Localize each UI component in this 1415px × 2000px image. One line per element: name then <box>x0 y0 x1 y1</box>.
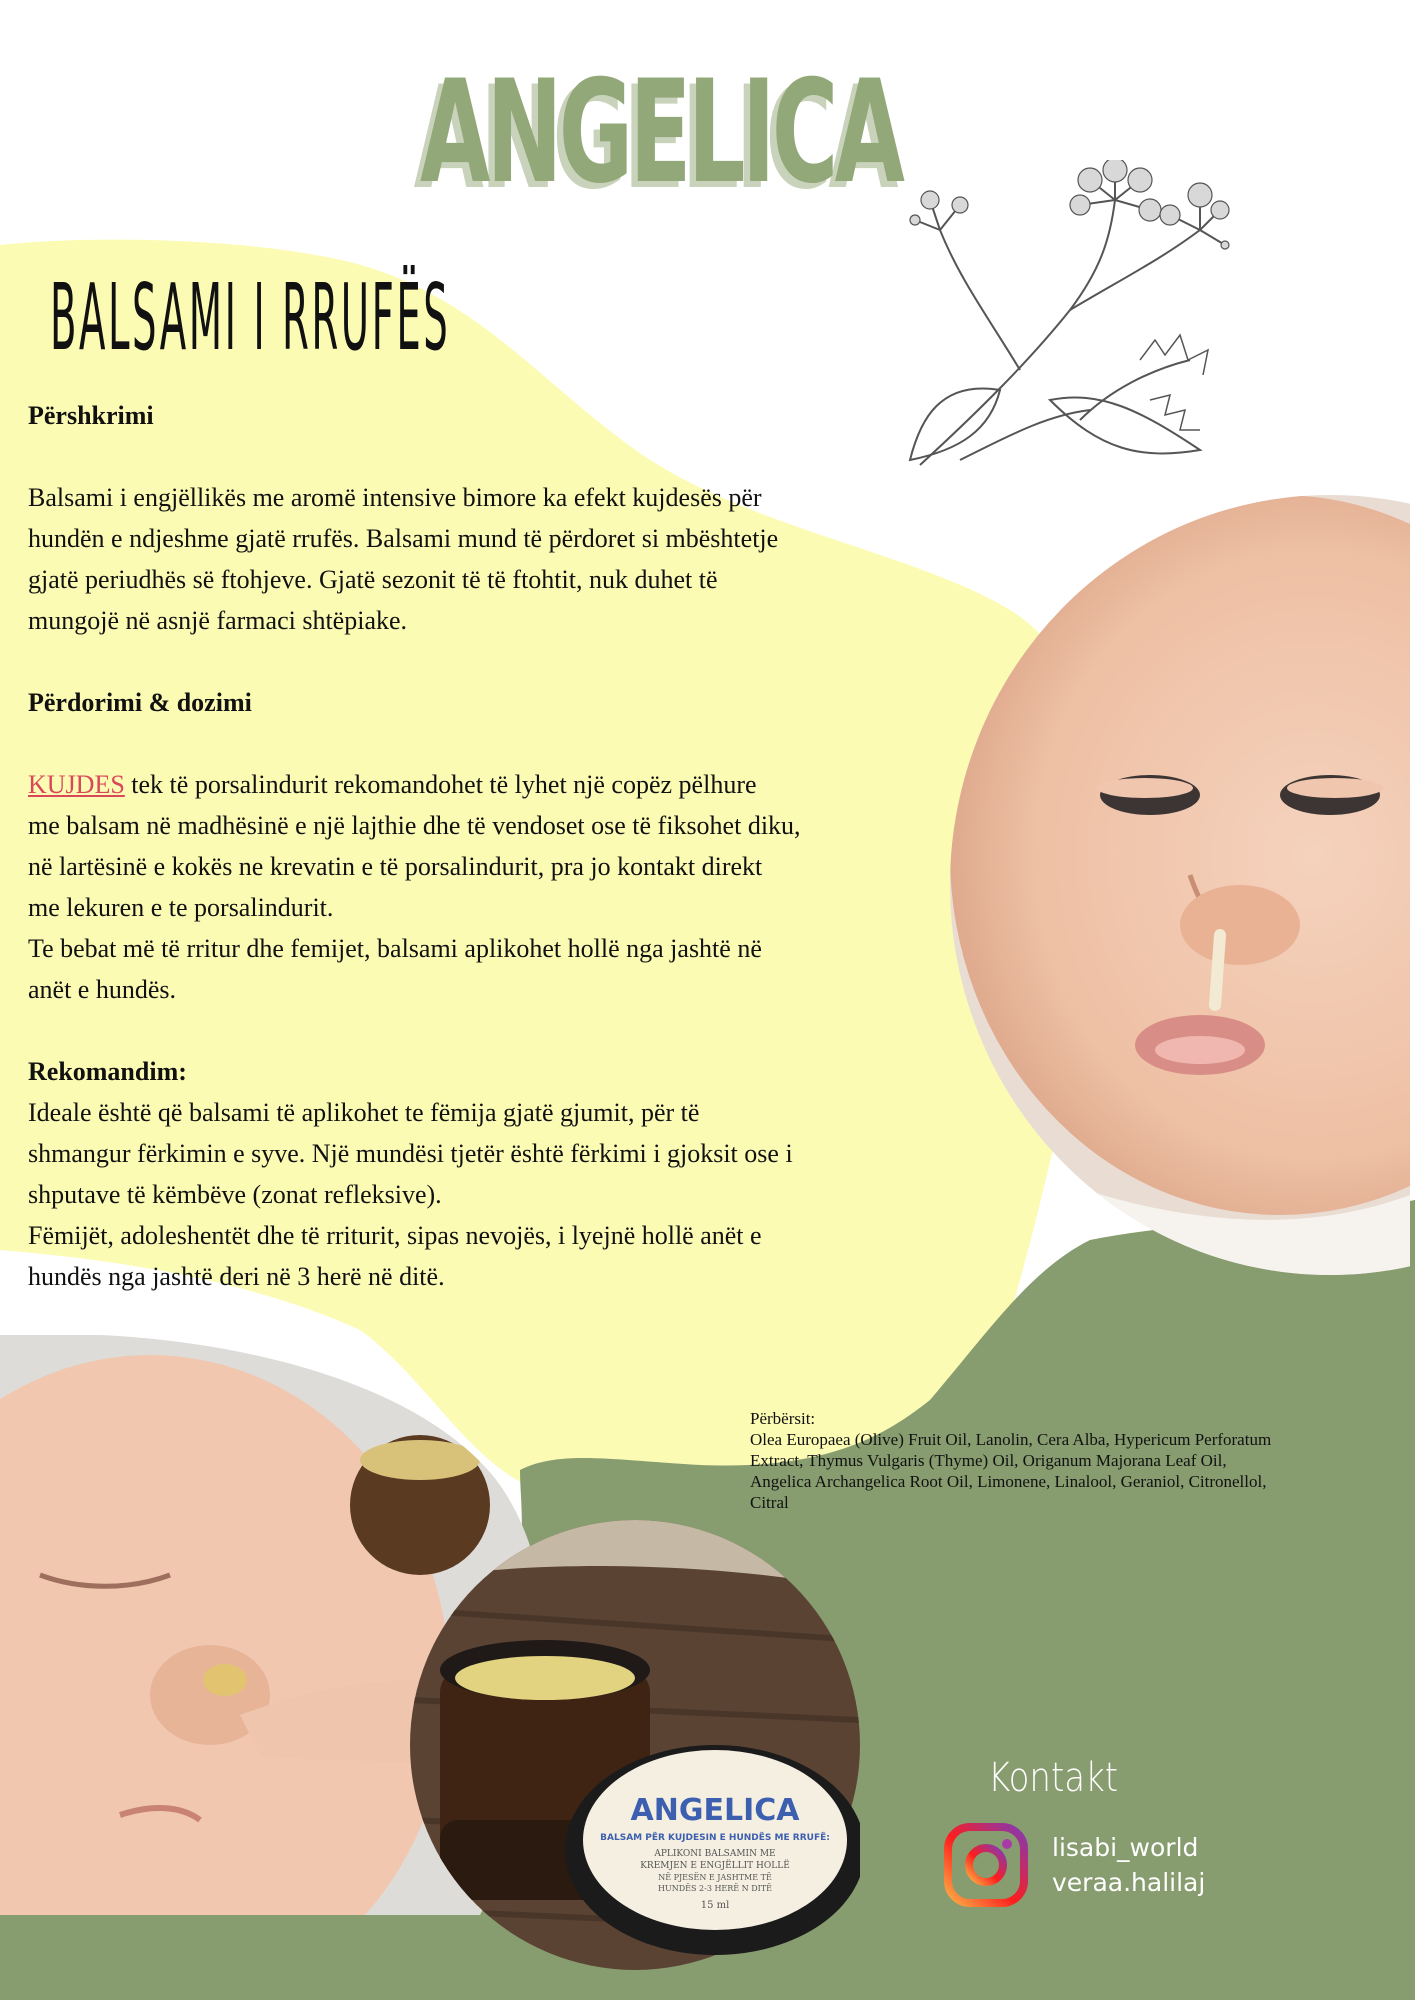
page-title: ANGELICA <box>420 50 902 215</box>
jar-lid <box>565 1745 860 1955</box>
recommendation-line: hundës nga jashtë deri në 3 herë në ditë. <box>28 1262 445 1291</box>
page-subtitle: BALSAMI I RRUFËS <box>50 264 451 371</box>
recommendation-line: shputave të këmbëve (zonat refleksive). <box>28 1180 442 1209</box>
description-line: gjatë periudhës së ftohjeve. Gjatë sezonit të të ftohtit, nuk duhet të <box>28 565 718 594</box>
recommendation-heading: Rekomandim: <box>28 1057 187 1086</box>
ingredients-line: Angelica Archangelica Root Oil, Limonene, Linalool, Geraniol, Citronellol, <box>750 1472 1267 1491</box>
recommendation-line: Fëmijët, adoleshentët dhe të rriturit, sipas nevojës, i lyejnë hollë anët e <box>28 1221 762 1250</box>
description-heading: Përshkrimi <box>28 401 154 430</box>
jar-label-brand: ANGELICA <box>630 1793 800 1828</box>
recommendation-line: shmangur fërkimin e syve. Një mundësi tjetër është fërkimi i gjoksit ose i <box>28 1139 793 1168</box>
usage-line: Te bebat më të rritur dhe femijet, balsami aplikohet hollë nga jashtë në <box>28 934 762 963</box>
contact-accounts <box>1052 1830 1205 1900</box>
recommendation-line: Ideale është që balsami të aplikohet te fëmija gjatë gjumit, për të <box>28 1098 700 1127</box>
ingredients-label: Përbërsit: <box>750 1409 816 1428</box>
ingredients-block <box>750 1408 1370 1513</box>
ingredients-line: Olea Europaea (Olive) Fruit Oil, Lanolin, Cera Alba, Hypericum Perforatum <box>750 1430 1272 1449</box>
jar-label-line: APLIKONI BALSAMIN ME <box>654 1849 776 1859</box>
balm-jar-photo <box>410 1520 860 1970</box>
description-line: Balsami i engjëllikës me aromë intensive bimore ka efekt kujdesës për <box>28 483 762 512</box>
jar-label-line: HUNDËS 2-3 HERË N DITË <box>658 1884 772 1893</box>
usage-line <box>28 764 988 805</box>
ingredients-line: Extract, Thymus Vulgaris (Thyme) Oil, Origanum Majorana Leaf Oil, <box>750 1451 1227 1470</box>
contact-account[interactable]: veraa.halilaj <box>1052 1868 1206 1897</box>
jar-label-line: BALSAM PËR KUJDESIN E HUNDËS ME RRUFË: <box>600 1833 830 1843</box>
jar-label-volume: 15 ml <box>700 1900 730 1911</box>
usage-line: me balsam në madhësinë e një lajthie dhe të vendoset ose të fiksohet diku, <box>28 811 801 840</box>
contact-account[interactable]: lisabi_world <box>1052 1833 1199 1862</box>
jar-label-line: KREMJEN E ENGJËLLIT HOLLË <box>640 1861 790 1871</box>
usage-line: në lartësinë e kokës ne krevatin e të porsalindurit, pra jo kontakt direkt <box>28 852 763 881</box>
jar-label-line: NË PJESËN E JASHTME TË <box>658 1873 772 1882</box>
usage-heading: Përdorimi & dozimi <box>28 688 252 717</box>
description-line: mungojë në asnjë farmaci shtëpiake. <box>28 606 408 635</box>
instagram-icon[interactable] <box>943 1822 1029 1908</box>
main-text <box>28 395 988 1297</box>
baby-face-photo <box>950 495 1410 1275</box>
usage-line: anët e hundës. <box>28 975 177 1004</box>
warning-link[interactable]: KUJDES <box>28 770 125 799</box>
usage-line: me lekuren e te porsalindurit. <box>28 893 334 922</box>
usage-line-rest: tek të porsalindurit rekomandohet të lyhet një copëz pëlhure <box>124 770 757 799</box>
ingredients-line: Citral <box>750 1493 789 1512</box>
description-line: hundën e ndjeshme gjatë rrufës. Balsami mund të përdoret si mbështetje <box>28 524 779 553</box>
contact-title: Kontakt <box>988 1755 1119 1801</box>
